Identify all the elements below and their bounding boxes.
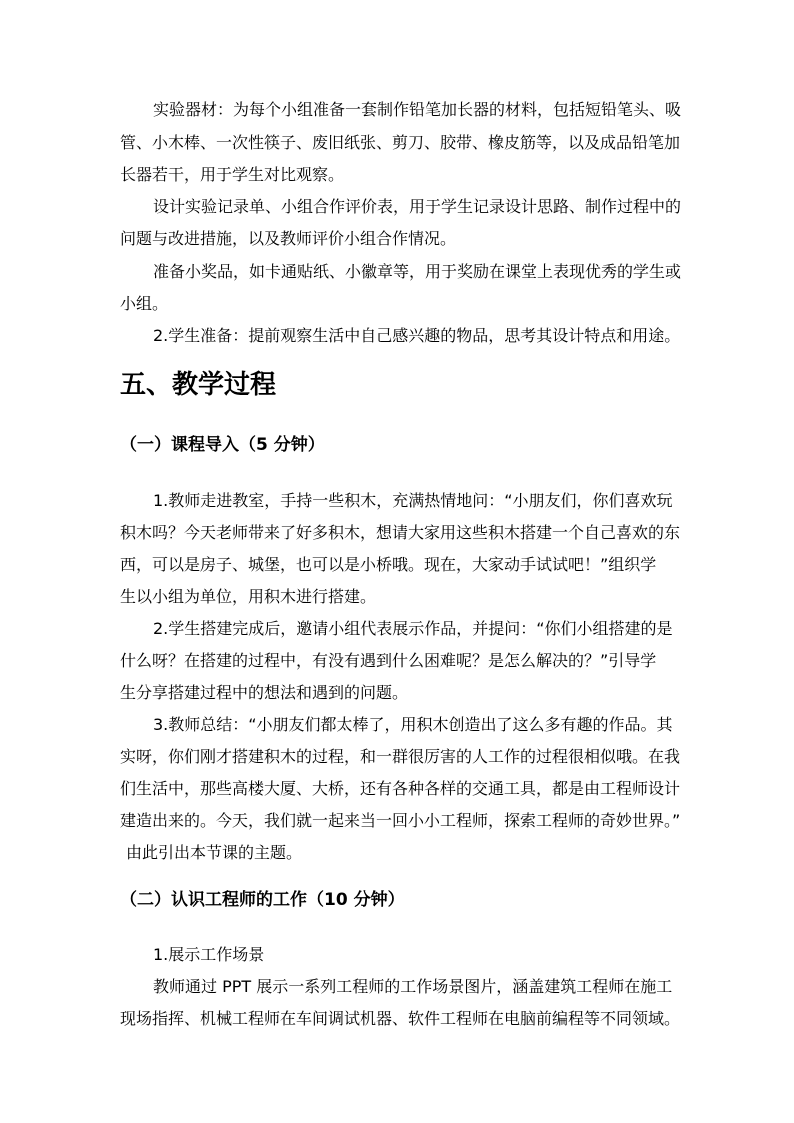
- para-record-line2: 问题与改进措施，以及教师评价小组合作情况。: [120, 229, 457, 248]
- para-record-line1: 设计实验记录单、小组合作评价表，用于学生记录设计思路、制作过程中的: [153, 197, 682, 216]
- engineer-subheading-scenes: 1.展示工作场景: [153, 945, 265, 964]
- para-materials-line3: 长器若干，用于学生对比观察。: [120, 165, 345, 184]
- intro-p1-line4: 生以小组为单位，用积木进行搭建。: [120, 587, 377, 606]
- intro-p3-line5: 由此引出本节课的主题。: [126, 843, 303, 862]
- intro-p3-line4: 建造出来的。今天，我们就一起来当一回小小工程师，探索工程师的奇妙世界。”: [120, 811, 681, 830]
- para-student-prep: 2.学生准备：提前观察生活中自己感兴趣的物品，思考其设计特点和用途。: [153, 326, 681, 345]
- intro-p2-line3: 生分享搭建过程中的想法和遇到的问题。: [120, 683, 409, 702]
- intro-p3-line2: 实呀，你们刚才搭建积木的过程，和一群很厉害的人工作的过程很相似哦。在我: [120, 747, 681, 766]
- para-materials-line1: 实验器材：为每个小组准备一套制作铅笔加长器的材料，包括短铅笔头、吸: [153, 100, 682, 119]
- engineer-p1-line1: 教师通过 PPT 展示一系列工程师的工作场景图片，涵盖建筑工程师在施工: [153, 977, 673, 996]
- intro-p1-line3: 西，可以是房子、城堡，也可以是小桥哦。现在，大家动手试试吧！”组织学: [120, 555, 657, 574]
- engineer-p1-line2: 现场指挥、机械工程师在车间调试机器、软件工程师在电脑前编程等不同领域。: [120, 1009, 681, 1028]
- para-materials-line2: 管、小木棒、一次性筷子、废旧纸张、剪刀、胶带、橡皮筋等，以及成品铅笔加: [120, 133, 681, 152]
- heading-teaching-process: 五、教学过程: [120, 370, 277, 400]
- intro-p2-line1: 2.学生搭建完成后，邀请小组代表展示作品，并提问：“你们小组搭建的是: [153, 619, 673, 638]
- section-intro-title: （一）课程导入（5 分钟）: [120, 435, 325, 455]
- para-prizes-line1: 准备小奖品，如卡通贴纸、小徽章等，用于奖励在课堂上表现优秀的学生或: [153, 262, 682, 281]
- intro-p2-line2: 什么呀？在搭建的过程中，有没有遇到什么困难呢？是怎么解决的？”引导学: [120, 651, 657, 670]
- para-prizes-line2: 小组。: [120, 294, 169, 313]
- intro-p1-line1: 1.教师走进教室，手持一些积木，充满热情地问：“小朋友们，你们喜欢玩: [153, 491, 673, 510]
- intro-p3-line3: 们生活中，那些高楼大厦、大桥，还有各种各样的交通工具，都是由工程师设计: [120, 779, 681, 798]
- intro-p1-line2: 积木吗？今天老师带来了好多积木，想请大家用这些积木搭建一个自己喜欢的东: [120, 523, 681, 542]
- section-engineer-work-title: （二）认识工程师的工作（10 分钟）: [120, 890, 405, 910]
- intro-p3-line1: 3.教师总结：“小朋友们都太棒了，用积木创造出了这么多有趣的作品。其: [153, 715, 673, 734]
